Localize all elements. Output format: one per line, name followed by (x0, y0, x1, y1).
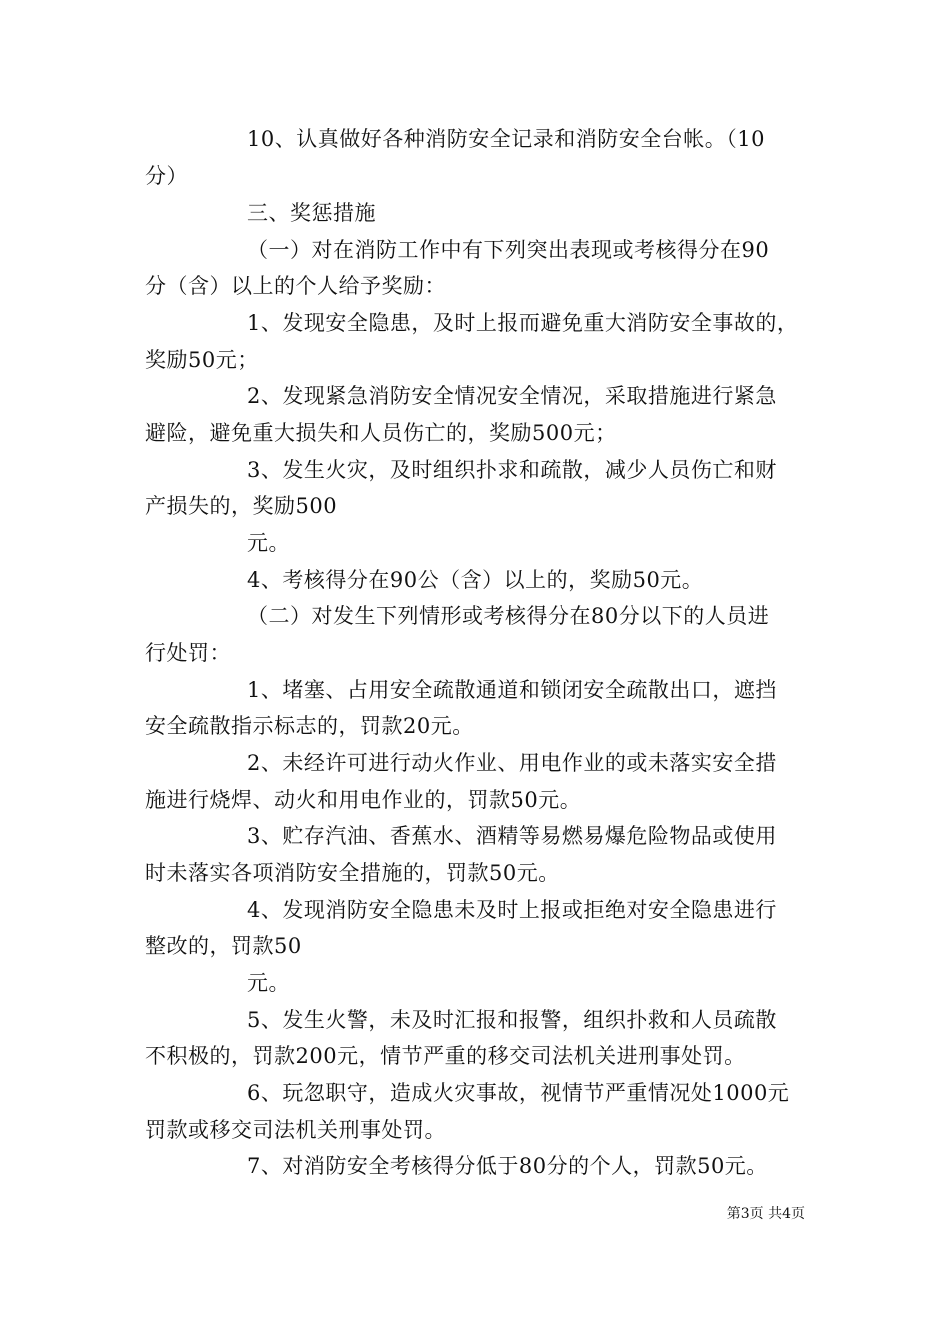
penalty-item-6-line-2: 罚款或移交司法机关刑事处罚。 (145, 1118, 446, 1142)
penalty-item-2-line-1: 2、未经许可进行动火作业、用电作业的或未落实安全措 (247, 751, 777, 775)
penalty-item-4-line-1: 4、发现消防安全隐患未及时上报或拒绝对安全隐患进行 (247, 898, 777, 922)
penalty-item-5-line-1: 5、发生火警，未及时汇报和报警，组织扑救和人员疏散 (247, 1008, 777, 1032)
reward-intro-line-2: 分（含）以上的个人给予奖励： (145, 274, 446, 298)
reward-item-2-line-1: 2、发现紧急消防安全情况安全情况，采取措施进行紧急 (247, 384, 777, 408)
reward-item-2-line-2: 避险，避免重大损失和人员伤亡的，奖励500元； (145, 421, 617, 445)
section-heading-rewards-penalties: 三、奖惩措施 (247, 201, 376, 225)
penalty-intro-line-1: （二）对发生下列情形或考核得分在80分以下的人员进 (247, 604, 770, 628)
penalty-intro-line-2: 行处罚： (145, 641, 231, 665)
reward-item-3-line-2: 产损失的，奖励500 (145, 494, 338, 518)
penalty-item-4-line-2: 整改的，罚款50 (145, 934, 302, 958)
penalty-item-3-line-1: 3、贮存汽油、香蕉水、酒精等易燃易爆危险物品或使用 (247, 824, 777, 848)
reward-item-1-line-1: 1、发现安全隐患，及时上报而避免重大消防安全事故的， (247, 311, 799, 335)
page-number-footer: 第3页 共4页 (726, 1206, 805, 1222)
penalty-item-1-line-2: 安全疏散指示标志的，罚款20元。 (145, 714, 474, 738)
reward-item-3-line-3: 元。 (247, 531, 290, 555)
reward-item-4: 4、考核得分在90公（含）以上的，奖励50元。 (247, 568, 704, 592)
penalty-item-6-line-1: 6、玩忽职守，造成火灾事故，视情节严重情况处1000元 (247, 1081, 790, 1105)
penalty-item-5-line-2: 不积极的，罚款200元，情节严重的移交司法机关进刑事处罚。 (145, 1044, 746, 1068)
penalty-item-4-line-3: 元。 (247, 971, 290, 995)
reward-intro-line-1: （一）对在消防工作中有下列突出表现或考核得分在90 (247, 238, 770, 262)
item-10-line-2: 分） (145, 164, 188, 188)
penalty-item-2-line-2: 施进行烧焊、动火和用电作业的，罚款50元。 (145, 788, 582, 812)
penalty-item-7: 7、对消防安全考核得分低于80分的个人，罚款50元。 (247, 1154, 768, 1178)
reward-item-1-line-2: 奖励50元； (145, 348, 259, 372)
penalty-item-1-line-1: 1、堵塞、占用安全疏散通道和锁闭安全疏散出口，遮挡 (247, 678, 777, 702)
reward-item-3-line-1: 3、发生火灾，及时组织扑求和疏散，减少人员伤亡和财 (247, 458, 777, 482)
item-10-line-1: 10、认真做好各种消防安全记录和消防安全台帐。（10 (247, 127, 765, 151)
penalty-item-3-line-2: 时未落实各项消防安全措施的，罚款50元。 (145, 861, 560, 885)
